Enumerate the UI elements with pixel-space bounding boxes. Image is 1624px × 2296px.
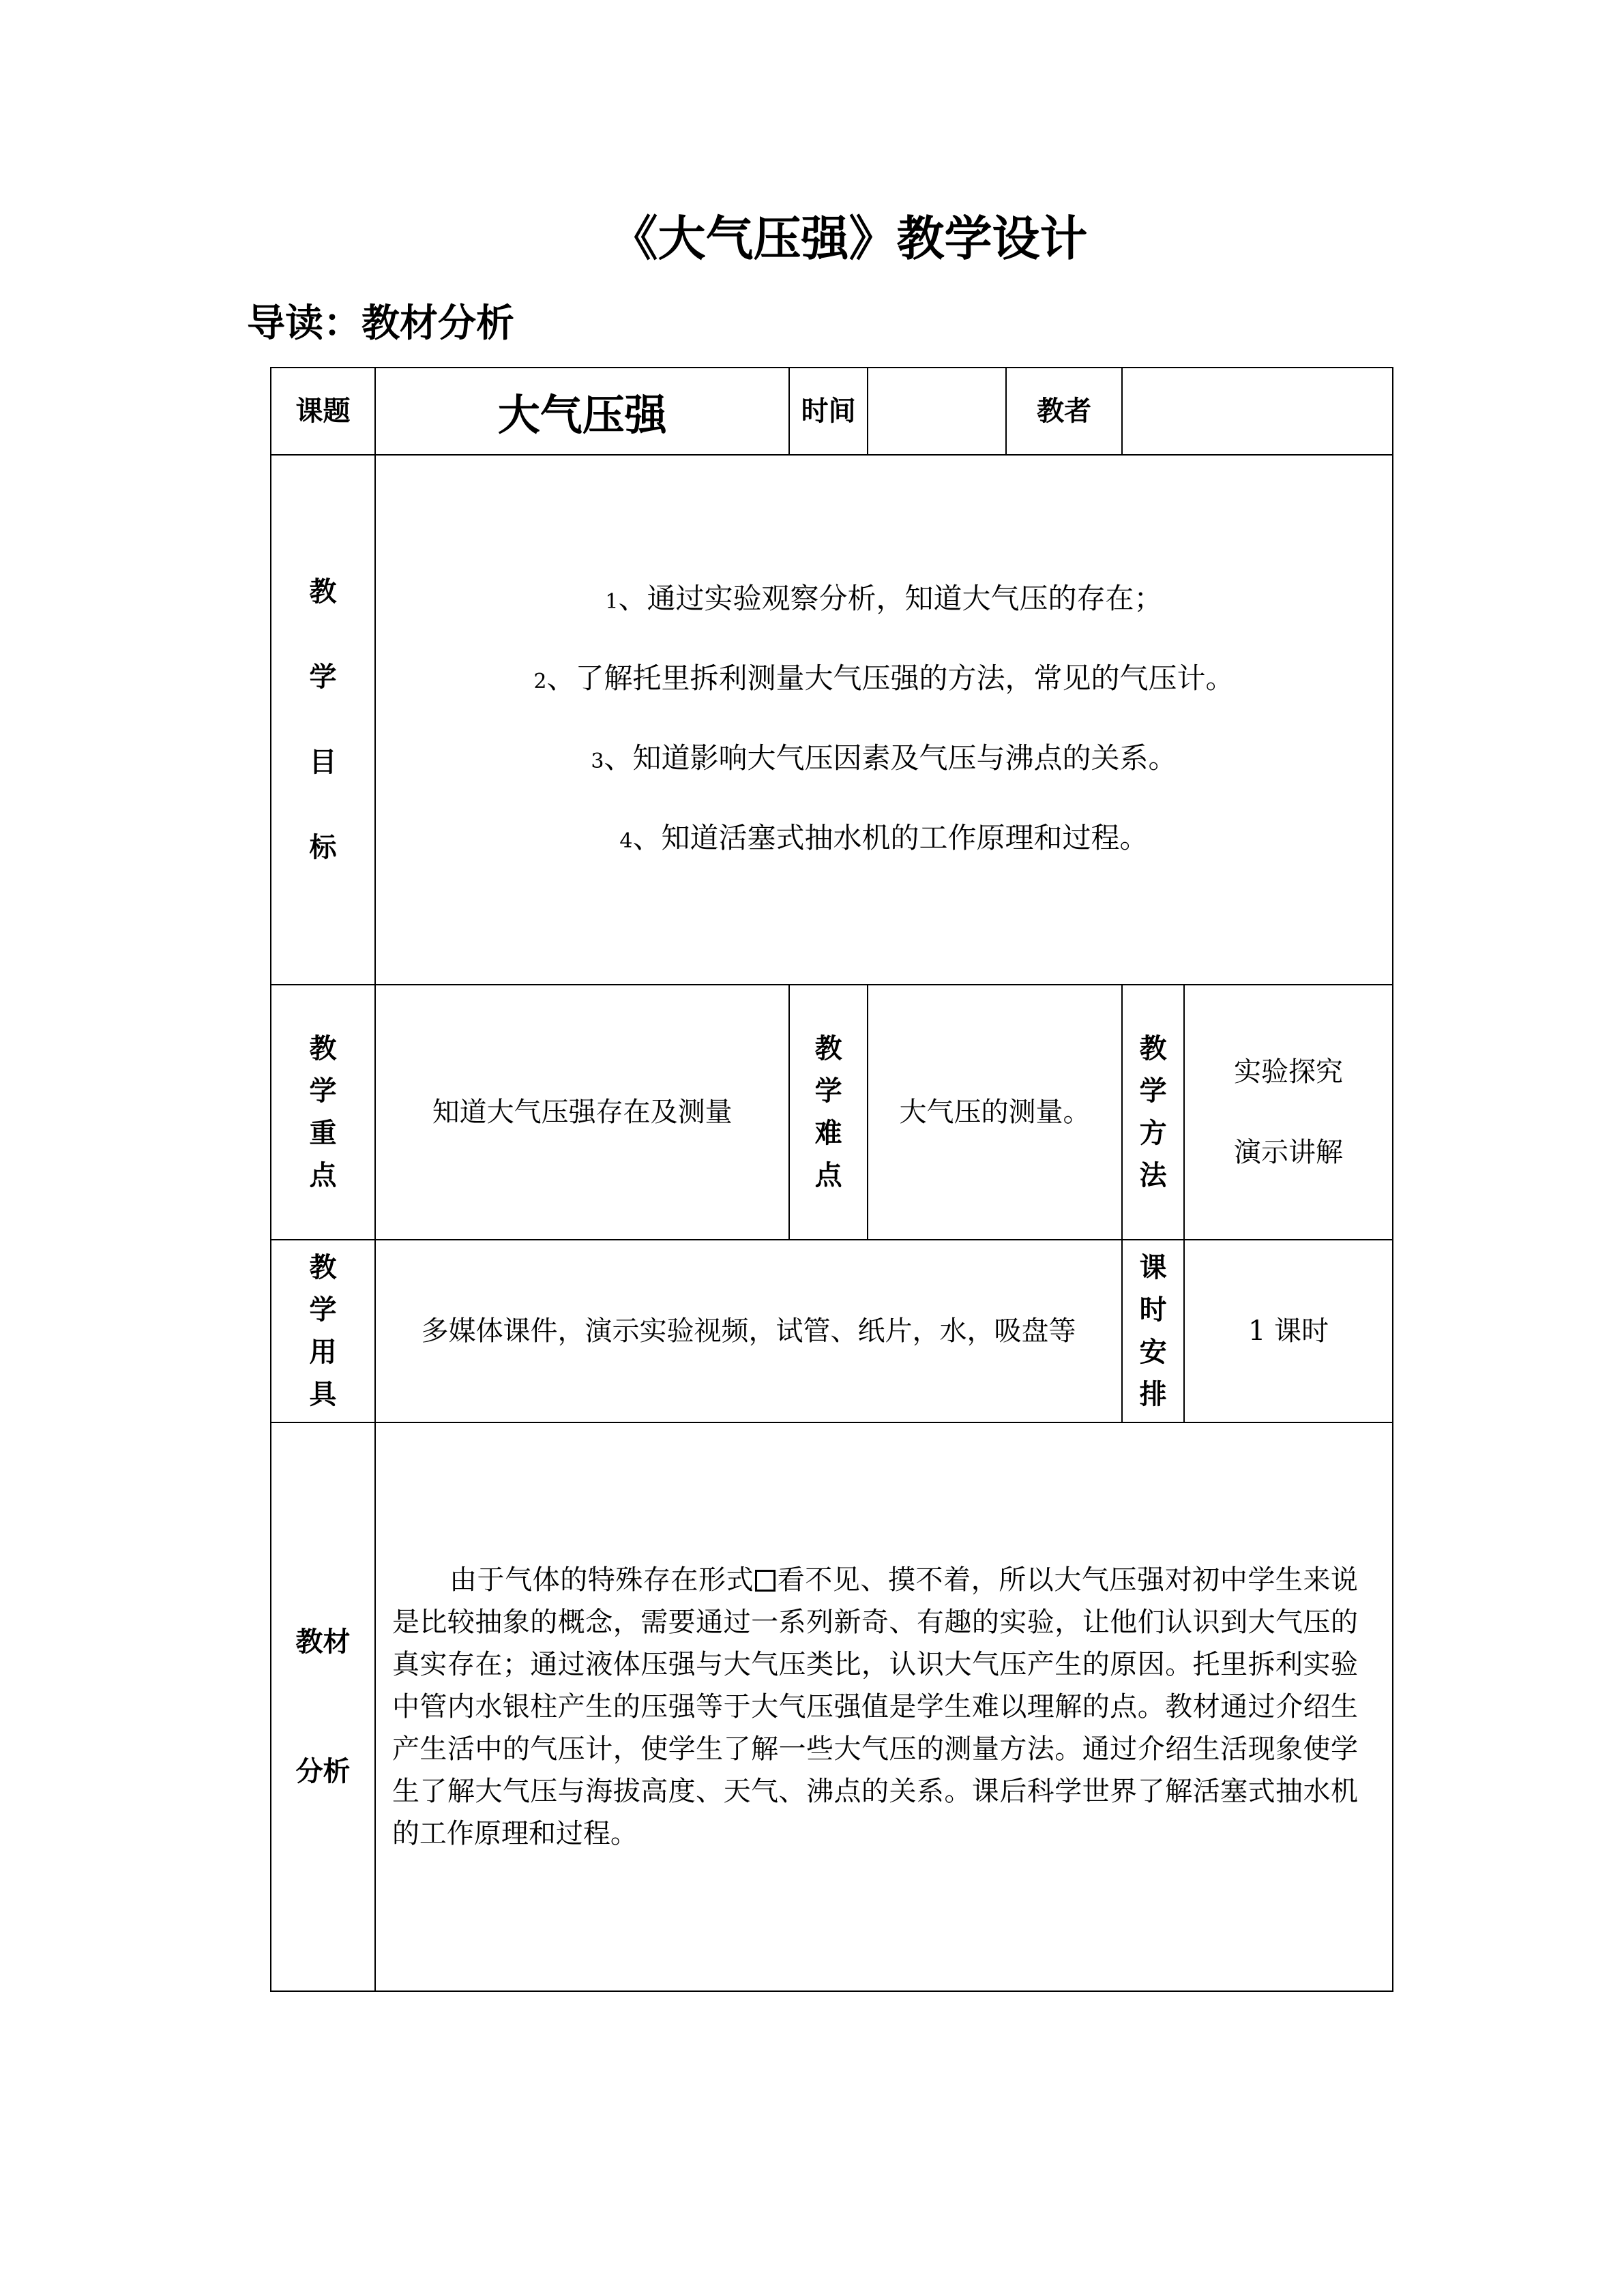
method-label-char: 学 <box>1139 1075 1167 1107</box>
focus-row <box>271 985 1393 1240</box>
key-label-char: 学 <box>309 1075 337 1107</box>
tools-label <box>271 1240 375 1422</box>
schedule-label-char: 时 <box>1139 1294 1167 1326</box>
goals-label <box>271 455 375 985</box>
analysis-label <box>271 1422 375 1991</box>
method-item: 实验探究 <box>1234 1056 1344 1088</box>
key-label-char: 点 <box>309 1160 337 1191</box>
schedule-label-char: 课 <box>1139 1252 1167 1283</box>
analysis-text-part: 看不见、摸不着，所以大气压强对初中学生来说是比较抽象的概念，需要通过一系列新奇、有趣的实验，让他们认识到大气压的真实存在；通过液体压强与大气压类比，认识大气压产生的原因。托里拆利实验中管内水银柱产生的压强等于大气压强值是学生难以理解的点。教材通过介绍生产生活中的气压计，使学生了解一些大气压的测量方法。通过介绍生活现象使学生了解大气压与海拔高度、天气、沸点的关系。课后科学世界了解活塞式抽水机的工作原理和过程。 <box>392 1564 1359 1849</box>
tools-label-char: 教 <box>309 1252 337 1283</box>
key-label-char: 教 <box>309 1033 337 1064</box>
goals-row <box>271 455 1393 985</box>
topic-value: 大气压强 <box>375 368 790 455</box>
difficulty-label-char: 难 <box>814 1118 842 1149</box>
topic-label: 课题 <box>271 368 375 455</box>
key-label-char: 重 <box>309 1118 337 1149</box>
difficulty-label-char: 教 <box>814 1033 842 1064</box>
schedule-label <box>1122 1240 1184 1422</box>
tools-label-char: 学 <box>309 1294 337 1326</box>
difficulty-label <box>789 985 867 1240</box>
goal-item <box>376 640 1392 720</box>
analysis-label-line: 教材 <box>295 1626 351 1658</box>
goal-text: 、通过实验观察分析，知道大气压的存在； <box>618 581 1163 615</box>
difficulty-value: 大气压的测量。 <box>868 985 1122 1240</box>
section-subtitle: 导读：教材分析 <box>247 301 514 346</box>
difficulty-label-char: 点 <box>814 1160 842 1191</box>
analysis-cell <box>375 1422 1393 1991</box>
key-points-value: 知道大气压强存在及测量 <box>375 985 790 1240</box>
page-title: 《大气压强》教学设计 <box>610 211 1088 267</box>
method-label-char: 方 <box>1139 1118 1167 1149</box>
method-label-char: 教 <box>1139 1033 1167 1064</box>
method-item: 演示讲解 <box>1234 1137 1344 1168</box>
goal-number: 1 <box>605 589 619 614</box>
goals-label-char: 标 <box>309 831 337 863</box>
analysis-row <box>271 1422 1393 1991</box>
tools-row <box>271 1240 1393 1422</box>
schedule-label-char: 排 <box>1139 1379 1167 1410</box>
schedule-label-char: 安 <box>1139 1337 1167 1368</box>
goal-text: 、知道影响大气压因素及气压与沸点的关系。 <box>604 741 1177 775</box>
missing-glyph-box-icon <box>755 1570 776 1592</box>
method-value <box>1184 985 1393 1240</box>
tools-label-char: 用 <box>309 1337 337 1368</box>
key-points-label <box>271 985 375 1240</box>
goal-number: 2 <box>533 669 547 694</box>
difficulty-label-char: 学 <box>814 1075 842 1107</box>
goal-number: 4 <box>619 829 633 853</box>
tools-value: 多媒体课件，演示实验视频，试管、纸片，水，吸盘等 <box>375 1240 1122 1422</box>
header-row <box>271 368 1393 455</box>
teacher-value <box>1122 368 1393 455</box>
method-label <box>1122 985 1184 1240</box>
goal-item <box>376 800 1392 880</box>
method-label-char: 法 <box>1139 1160 1167 1191</box>
goals-label-char: 学 <box>309 661 337 693</box>
analysis-text <box>376 1559 1392 1855</box>
teacher-label: 教者 <box>1006 368 1122 455</box>
time-label: 时间 <box>789 368 867 455</box>
analysis-text-part: 由于气体的特殊存在形式 <box>449 1564 754 1596</box>
goals-label-char: 目 <box>309 746 337 778</box>
goal-text: 、知道活塞式抽水机的工作原理和过程。 <box>632 820 1149 854</box>
time-value <box>868 368 1006 455</box>
tools-label-char: 具 <box>309 1379 337 1410</box>
goal-text: 、了解托里拆利测量大气压强的方法，常见的气压计。 <box>546 661 1235 695</box>
goal-number: 3 <box>591 749 604 773</box>
goals-label-char: 教 <box>309 576 337 608</box>
lesson-design-table <box>270 367 1393 1992</box>
analysis-label-line: 分析 <box>295 1756 351 1787</box>
goal-item <box>376 561 1392 640</box>
goals-list <box>375 455 1393 985</box>
schedule-value: 1 课时 <box>1184 1240 1393 1422</box>
goal-item <box>376 720 1392 800</box>
